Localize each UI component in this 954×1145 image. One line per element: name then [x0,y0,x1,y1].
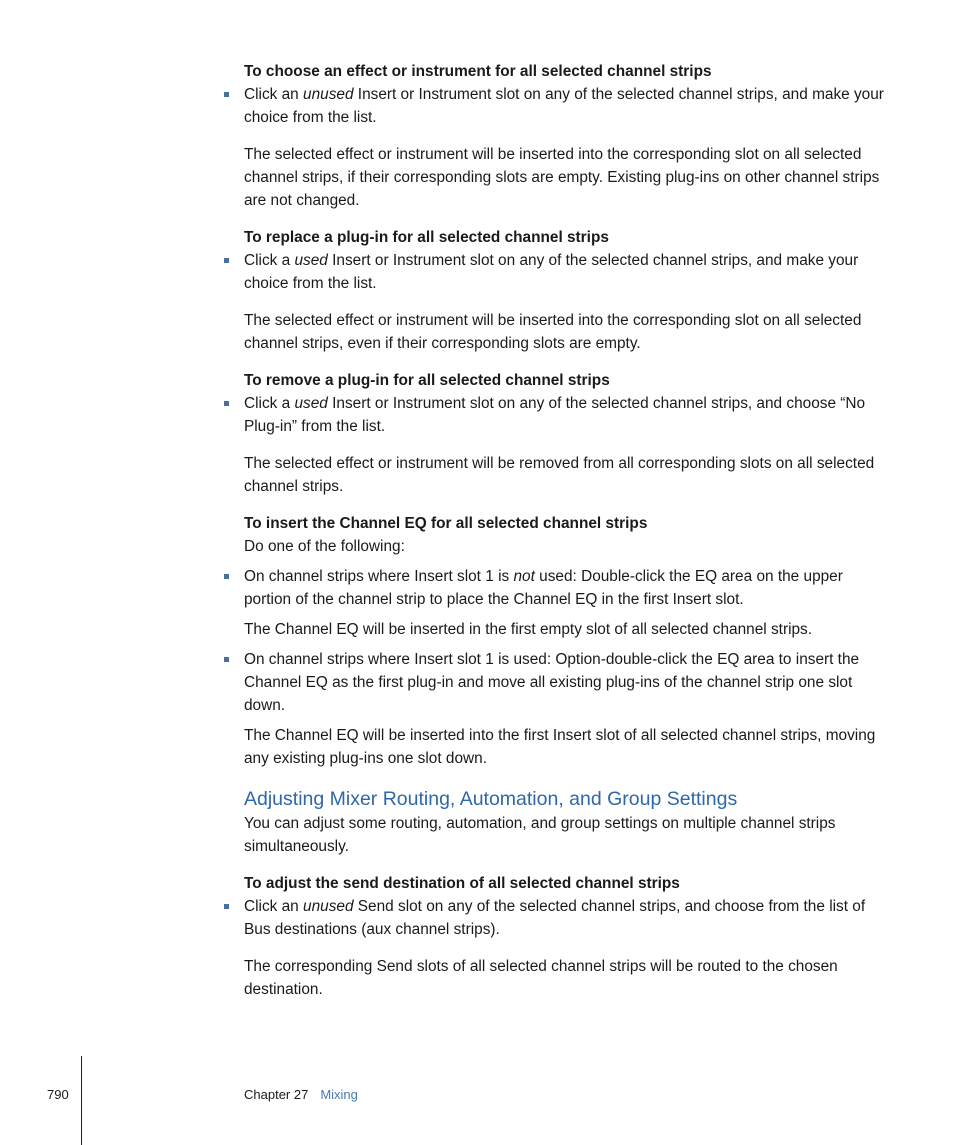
body-paragraph: The selected effect or instrument will be removed from all corresponding slots on all selected channel strips. [244,455,875,495]
bullet-icon [224,574,229,579]
bullet-text-em: used [294,252,328,269]
bullet-text-pre: On channel strips where Insert slot 1 is used: Option-double-click the EQ area to insert the Channel EQ as the first plug-in and move all existing plug-ins of the channel strip one slot down. [244,651,860,714]
bullet-text-em: not [513,568,535,585]
bullet-text-pre: On channel strips where Insert slot 1 is [244,568,514,585]
task-heading-choose: To choose an effect or instrument for all selected channel strips [244,63,712,80]
task-heading-insert-eq: To insert the Channel EQ for all selected channel strips [244,515,648,532]
bullet-icon [224,401,229,406]
bullet-item [244,648,884,717]
bullet-item [244,565,884,611]
bullet-text-post: Insert or Instrument slot on any of the selected channel strips, and choose “No Plug-in” from the list. [244,395,866,435]
task-heading-remove: To remove a plug-in for all selected channel strips [244,372,610,389]
bullet-text-em: used [294,395,328,412]
body-paragraph: The corresponding Send slots of all selected channel strips will be routed to the chosen destination. [244,958,838,998]
page-number: 790 [47,1087,69,1102]
bullet-icon [224,92,229,97]
bullet-text-pre: Click an [244,86,304,103]
body-paragraph: The Channel EQ will be inserted in the first empty slot of all selected channel strips. [244,621,813,638]
footer-chapter [244,1087,358,1102]
bullet-text-post: Send slot on any of the selected channel strips, and choose from the list of Bus destinations (aux channel strips). [244,898,866,938]
bullet-text-em: unused [303,86,354,103]
section-link[interactable]: Mixing [320,1087,358,1102]
body-paragraph: The Channel EQ will be inserted into the first Insert slot of all selected channel strips, moving any existing plug-ins one slot down. [244,727,876,767]
footer-divider [81,1056,82,1145]
bullet-text-pre: Click an [244,898,304,915]
body-paragraph: The selected effect or instrument will be inserted into the corresponding slot on all selected channel strips, even if their corresponding slots are empty. [244,312,862,352]
bullet-icon [224,657,229,662]
task-heading-send: To adjust the send destination of all selected channel strips [244,875,680,892]
chapter-label: Chapter 27 [244,1087,309,1102]
task-heading-replace: To replace a plug-in for all selected channel strips [244,229,609,246]
bullet-item [244,392,884,438]
body-paragraph: Do one of the following: [244,538,405,555]
bullet-text-em: unused [303,898,354,915]
bullet-text-pre: Click a [244,395,295,412]
bullet-icon [224,904,229,909]
bullet-text-post: Insert or Instrument slot on any of the selected channel strips, and make your choice from the list. [244,252,859,292]
body-paragraph: The selected effect or instrument will be inserted into the corresponding slot on all selected channel strips, if their corresponding slots are empty. Existing plug-ins on other channel strips are not changed. [244,146,880,209]
section-heading: Adjusting Mixer Routing, Automation, and Group Settings [244,788,738,810]
bullet-item [244,83,884,129]
bullet-item [244,895,884,941]
page-content [244,60,884,1001]
bullet-text-post: used: Double-click the EQ area on the upper portion of the channel strip to place the Channel EQ in the first Insert slot. [244,568,843,608]
bullet-item [244,249,884,295]
body-paragraph: You can adjust some routing, automation, and group settings on multiple channel strips simultaneously. [244,815,836,855]
bullet-text-pre: Click a [244,252,295,269]
bullet-text-post: Insert or Instrument slot on any of the selected channel strips, and make your choice from the list. [244,86,884,126]
bullet-icon [224,258,229,263]
